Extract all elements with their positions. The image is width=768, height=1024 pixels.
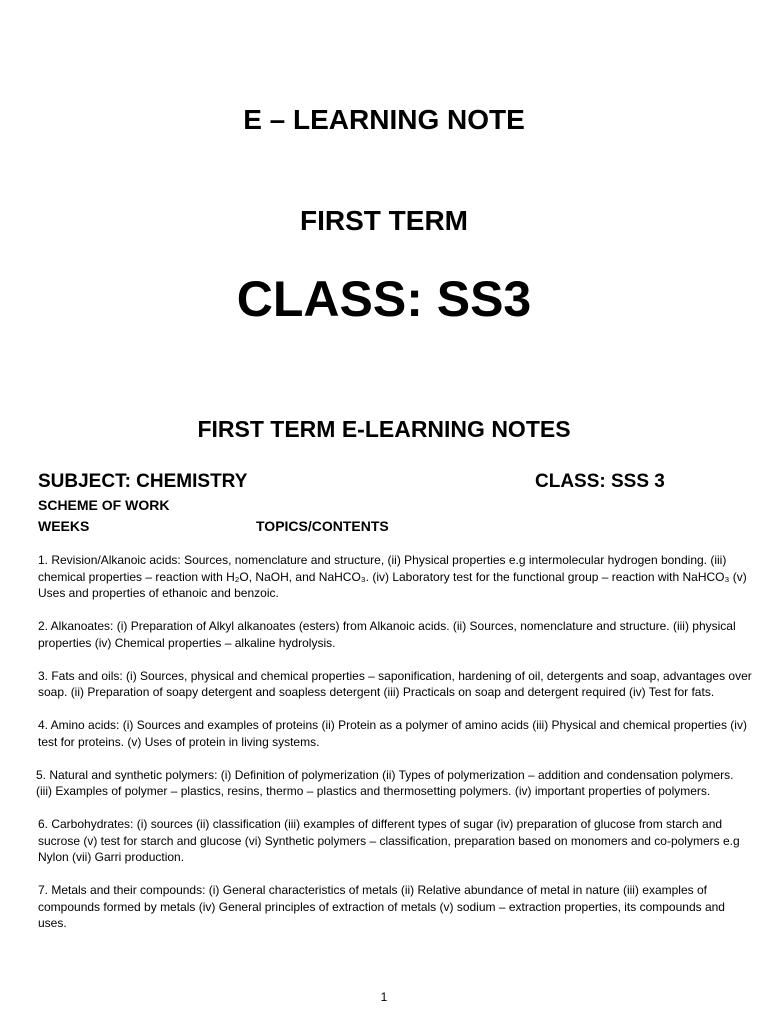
topic-item: 5. Natural and synthetic polymers: (i) Definition of polymerization (ii) Types of polymerization – addition and condensation polymers. (iii) Examples of polymer – plastics, resins, thermo – plastics and thermosetting polymers. (iv) important properties of polymers. (36, 767, 734, 798)
topics-header: TOPICS/CONTENTS (256, 518, 389, 534)
class-heading: CLASS: SS3 (236, 271, 532, 327)
page-number: 1 (380, 990, 388, 1004)
doc-title: E – LEARNING NOTE (243, 104, 525, 135)
topic-item: 6. Carbohydrates: (i) sources (ii) classification (iii) examples of different types of sugar (iv) preparation of glucose from starch and sucrose (v) test for starch and glucose (vi) Synthetic polymers – classification, preparation based on monomers and co-polymers e.g Nylon (vii) Garri production. (38, 817, 740, 864)
term-heading: FIRST TERM (300, 205, 468, 236)
topic-item: 3. Fats and oils: (i) Sources, physical and chemical properties – saponification, hardening of oil, detergents and soap, advantages over soap. (ii) Preparation of soapy detergent and soapless detergent (iii) Practicals on soap and detergent required (iv) Test for fats. (38, 668, 752, 699)
subject-row (38, 471, 738, 497)
topic-item: 4. Amino acids: (i) Sources and examples of proteins (ii) Protein as a polymer of amino acids (iii) Physical and chemical properties (iv) test for proteins. (v) Uses of protein in living systems. (38, 718, 747, 749)
topic-item: 1. Revision/Alkanoic acids: Sources, nomenclature and structure, (ii) Physical properties e.g intermolecular hydrogen bonding. (iii) chemical properties – reaction with H₂O, NaOH, and NaHCO₃. (iv) Laboratory test for the functional group – reaction with NaHCO₃ (v) Uses and properties of ethanoic and benzoic. (38, 553, 747, 600)
topic-item: 7. Metals and their compounds: (i) General characteristics of metals (ii) Relative abundance of metal in nature (iii) examples of compounds formed by metals (iv) General principles of extraction of metals (v) sodium – extraction properties, its compounds and uses. (38, 883, 725, 930)
class-label: CLASS: SSS 3 (535, 471, 665, 492)
notes-heading: FIRST TERM E-LEARNING NOTES (197, 416, 571, 442)
weeks-header: WEEKS (38, 518, 90, 534)
topics-list (38, 552, 752, 948)
scheme-of-work-label: SCHEME OF WORK (38, 497, 170, 513)
subject-label: SUBJECT: CHEMISTRY (38, 471, 248, 492)
topic-item: 2. Alkanoates: (i) Preparation of Alkyl alkanoates (esters) from Alkanoic acids. (ii) Sources, nomenclature and structure. (iii) physical properties (iv) Chemical properties – alkaline hydrolysis. (38, 619, 736, 650)
